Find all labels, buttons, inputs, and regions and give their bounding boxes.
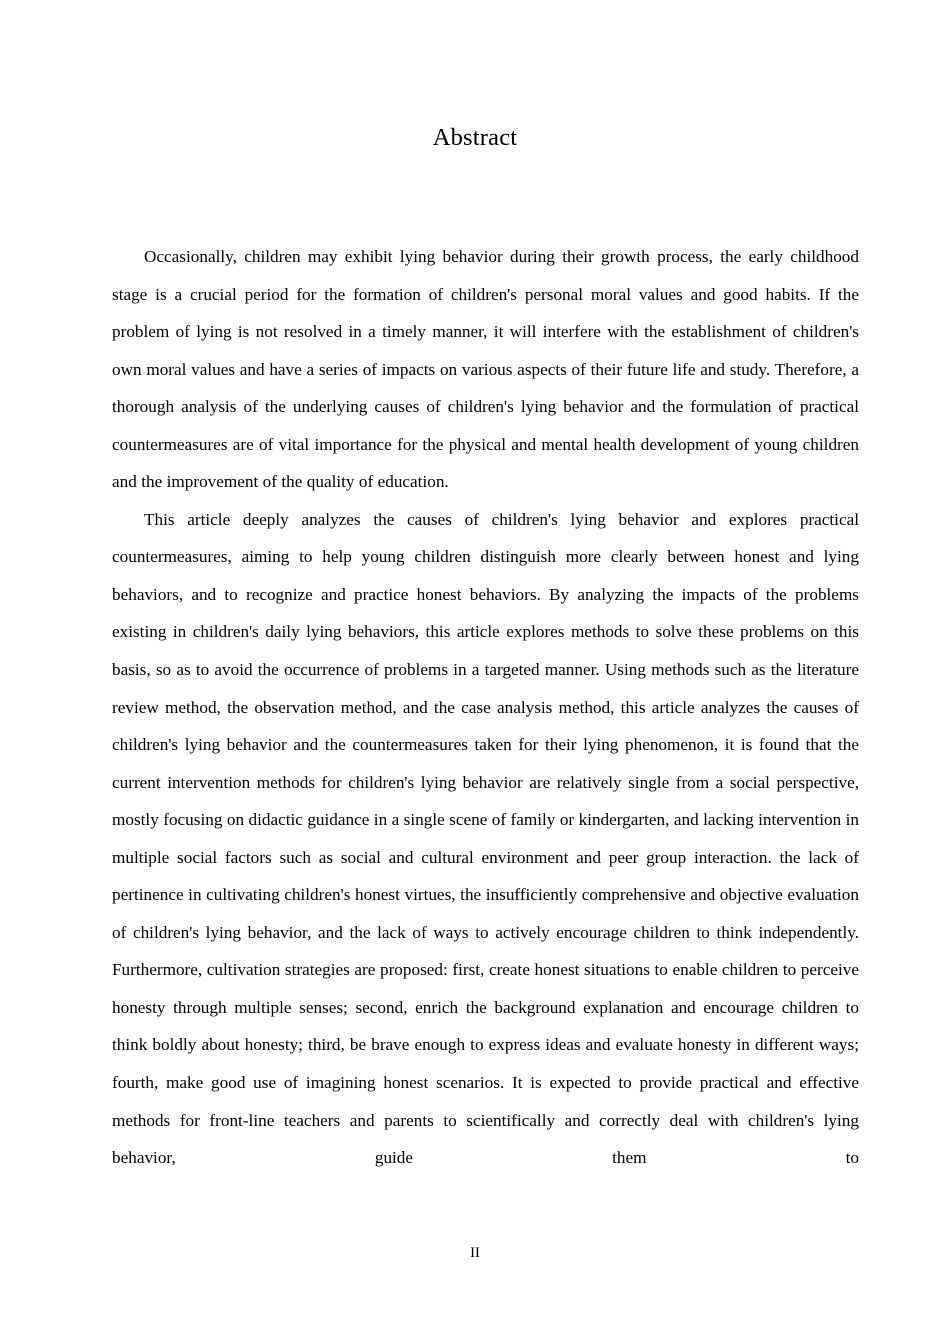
abstract-paragraph-1: Occasionally, children may exhibit lying behavior during their growth process, the early childhood stage is a crucial period for the formation of children's personal moral values and good habits. If the problem of lying is not resolved in a timely manner, it will interfere with the establishment of children's own moral values and have a series of impacts on various aspects of their future life and study. Therefore, a thorough analysis of the underlying causes of children's lying behavior and the formulation of practical countermeasures are of vital importance for the physical and mental health development of young children and the improvement of the quality of education. [112, 247, 859, 492]
page-number-footer: II [470, 1245, 480, 1261]
abstract-paragraph-2: This article deeply analyzes the causes of children's lying behavior and explores practical countermeasures, aiming to help young children distinguish more clearly between honest and lying behaviors, and to recognize and practice honest behaviors. By analyzing the impacts of the problems existing in children's daily lying behaviors, this article explores methods to solve these problems on this basis, so as to avoid the occurrence of problems in a targeted manner. Using methods such as the literature review method, the observation method, and the case analysis method, this article analyzes the causes of children's lying behavior and the countermeasures taken for their lying phenomenon, it is found that the current intervention methods for children's lying behavior are relatively single from a social perspective, mostly focusing on didactic guidance in a single scene of family or kindergarten, and lacking intervention in multiple social factors such as social and cultural environment and peer group interaction. the lack of pertinence in cultivating children's honest virtues, the insufficiently comprehensive and objective evaluation of children's lying behavior, and the lack of ways to actively encourage children to think independently. Furthermore, cultivation strategies are proposed: first, create honest situations to enable children to perceive honesty through multiple senses; second, enrich the background explanation and encourage children to think boldly about honesty; third, be brave enough to express ideas and evaluate honesty in different ways; fourth, make good use of imagining honest scenarios. It is expected to provide practical and effective methods for front-line teachers and parents to scientifically and correctly deal with children's lying behavior, guide them to [112, 509, 859, 1168]
abstract-body [112, 238, 859, 1177]
page-title: Abstract [432, 124, 518, 151]
